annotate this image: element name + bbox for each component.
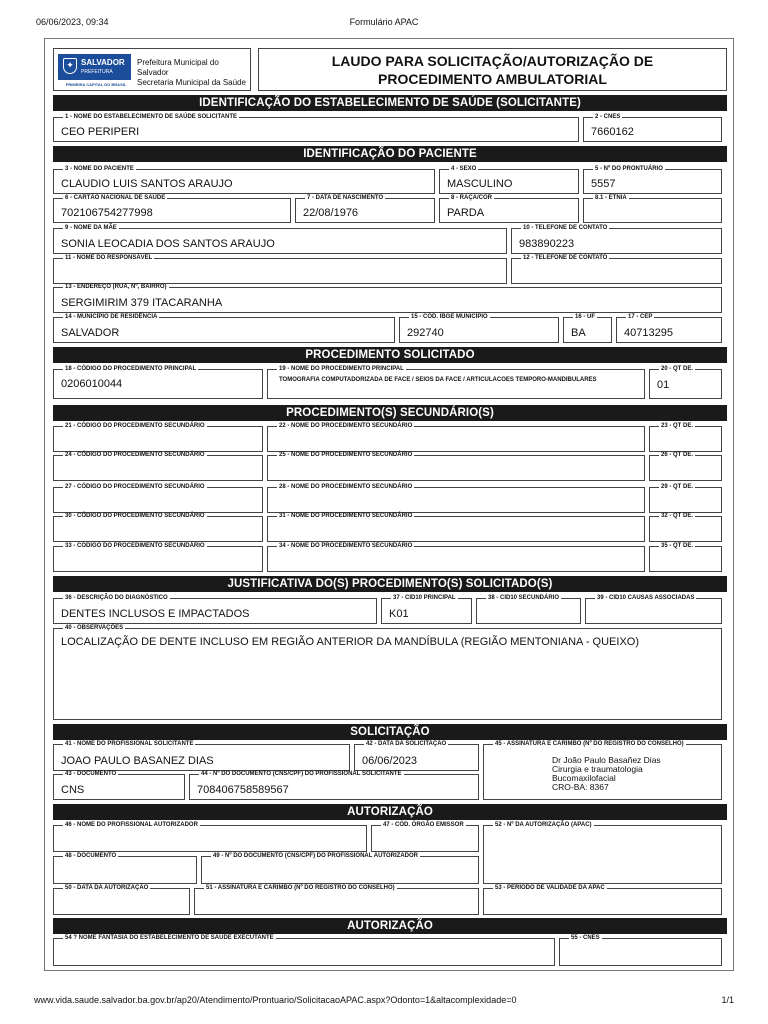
field-cns[interactable]: 6 - CARTÃO NACIONAL DE SAÚDE 702106754277998 (53, 195, 291, 223)
field-sec-qt[interactable]: 26 - QT DE. (649, 452, 722, 481)
field-mae[interactable]: 9 - NOME DA MÃE SONIA LEOCADIA DOS SANTOS ARAUJO (53, 225, 507, 254)
field-data-autorizacao[interactable]: 50 - DATA DA AUTORIZAÇÃO (53, 885, 190, 915)
org-line-1: Prefeitura Municipal do Salvador (137, 58, 219, 77)
section-procedimento: PROCEDIMENTO SOLICITADO (53, 347, 727, 363)
field-sec-nome[interactable]: 28 - NOME DO PROCEDIMENTO SECUNDÁRIO (267, 484, 645, 513)
org-line-2: Secretaria Municipal da Saúde (137, 78, 246, 87)
section-autorizacao-executante: AUTORIZAÇÃO (53, 918, 727, 934)
form-title-line-2: PROCEDIMENTO AMBULATORIAL (378, 71, 607, 87)
section-solicitacao: SOLICITAÇÃO (53, 724, 727, 740)
field-proc-codigo[interactable]: 18 - CÓDIGO DO PROCEDIMENTO PRINCIPAL 0206010044 (53, 366, 263, 399)
field-sec-codigo[interactable]: 24 - CÓDIGO DO PROCEDIMENTO SECUNDÁRIO (53, 452, 263, 481)
field-doc-autorizador[interactable]: 48 - DOCUMENTO (53, 853, 197, 884)
field-sexo[interactable]: 4 - SEXO MASCULINO (439, 166, 579, 194)
field-validade-apac[interactable]: 53 - PERÍODO DE VALIDADE DA APAC (483, 885, 722, 915)
salvador-logo (58, 54, 131, 80)
field-sec-codigo[interactable]: 33 - CÓDIGO DO PROCEDIMENTO SECUNDÁRIO (53, 543, 263, 572)
field-municipio[interactable]: 14 - MUNICÍPIO DE RESIDÊNCIA SALVADOR (53, 314, 395, 343)
logo-block (53, 48, 251, 91)
field-sec-nome[interactable]: 34 - NOME DO PROCEDIMENTO SECUNDÁRIO (267, 543, 645, 572)
field-num-doc-autorizador[interactable]: 49 - Nº DO DOCUMENTO (CNS/CPF) DO PROFISSIONAL AUTORIZADOR (201, 853, 479, 884)
form-title (258, 48, 727, 91)
field-documento[interactable]: 43 - DOCUMENTO CNS (53, 771, 185, 800)
cnes-value: 7660162 (591, 126, 634, 138)
field-estabelecimento-executante[interactable]: 54 ? NOME FANTASIA DO ESTABELECIMENTO DE SAÚDE EXECUTANTE (53, 935, 555, 966)
section-paciente: IDENTIFICAÇÃO DO PACIENTE (53, 146, 727, 162)
field-prof-autorizador[interactable]: 46 - NOME DO PROFISSIONAL AUTORIZADOR (53, 822, 367, 852)
field-cid-secundario[interactable]: 38 - CID10 SECUNDÁRIO (476, 595, 581, 624)
field-sec-codigo[interactable]: 30 - CÓDIGO DO PROCEDIMENTO SECUNDÁRIO (53, 513, 263, 542)
field-ibge[interactable]: 15 - CÓD. IBGE MUNICÍPIO 292740 (399, 314, 559, 343)
field-raca[interactable]: 8 - RAÇA/COR PARDA (439, 195, 579, 223)
print-header (0, 17, 768, 29)
field-proc-nome[interactable]: 19 - NOME DO PROCEDIMENTO PRINCIPAL (267, 366, 645, 399)
form-title-line-1: LAUDO PARA SOLICITAÇÃO/AUTORIZAÇÃO DE (331, 53, 654, 69)
field-observacoes[interactable]: 40 - OBSERVAÇÕES LOCALIZAÇÃO DE DENTE INCLUSO EM REGIÃO ANTERIOR DA MANDÍBULA (REGIÃO MENTONIANA - QUEIXO) (53, 625, 722, 720)
print-title: Formulário APAC (349, 17, 419, 27)
field-num-documento[interactable]: 44 - Nº DO DOCUMENTO (CNS/CPF) DO PROFISSIONAL SOLICITANTE 708406758589567 (189, 771, 479, 800)
field-sec-nome[interactable]: 22 - NOME DO PROCEDIMENTO SECUNDÁRIO (267, 423, 645, 452)
field-cnes[interactable]: 2 - CNES 7660162 (583, 114, 722, 142)
field-sec-qt[interactable]: 23 - QT DE. (649, 423, 722, 452)
field-assinatura-solicitante[interactable]: 45 - ASSINATURA E CARIMBO (Nº DO REGISTRO DO CONSELHO) (483, 741, 722, 800)
field-orgao-emissor[interactable]: 47 - CÓD. ÓRGÃO EMISSOR (371, 822, 479, 852)
field-prof-solicitante[interactable]: 41 - NOME DO PROFISSIONAL SOLICITANTE JOAO PAULO BASANEZ DIAS (53, 741, 350, 771)
field-cep[interactable]: 17 - CEP 40713295 (616, 314, 722, 343)
section-justificativa: JUSTIFICATIVA DO(S) PROCEDIMENTO(S) SOLICITADO(S) (53, 576, 727, 592)
logo-sub: PREFEITURA (81, 69, 113, 75)
section-autorizacao: AUTORIZAÇÃO (53, 804, 727, 820)
field-responsavel[interactable]: 11 - NOME DO RESPONSÁVEL (53, 255, 507, 284)
print-datetime: 06/06/2023, 09:34 (36, 17, 109, 27)
field-sec-nome[interactable]: 25 - NOME DO PROCEDIMENTO SECUNDÁRIO (267, 452, 645, 481)
field-sec-qt[interactable]: 29 - QT DE. (649, 484, 722, 513)
field-cid-principal[interactable]: 37 - CID10 PRINCIPAL K01 (381, 595, 472, 624)
field-nascimento[interactable]: 7 - DATA DE NASCIMENTO 22/08/1976 (295, 195, 435, 223)
print-url: www.vida.saude.salvador.ba.gov.br/ap20/Atendimento/Prontuario/SolicitacaoAPAC.aspx?Odonto=1&altacomplexidade=0 (34, 995, 517, 1005)
signature-stamp: Dr João Paulo Basañez Dias Cirurgia e traumatologia Bucomaxilofacial CRO-BA: 8367 (552, 755, 661, 792)
field-sec-qt[interactable]: 32 - QT DE. (649, 513, 722, 542)
proc-nome-value: TOMOGRAFIA COMPUTADORIZADA DE FACE / SEIOS DA FACE / ARTICULACOES TEMPORO-MANDIBULARES (279, 377, 597, 383)
field-cnes-executante[interactable]: 55 - CNES (559, 935, 722, 966)
field-telefone[interactable]: 10 - TELEFONE DE CONTATO 983890223 (511, 225, 722, 254)
print-page: 1/1 (721, 995, 734, 1005)
logo-tagline: PRIMEIRA CAPITAL DO BRASIL (65, 82, 127, 87)
field-estabelecimento[interactable]: 1 - NOME DO ESTABELECIMENTO DE SAÚDE SOLICITANTE CEO PERIPERI (53, 114, 579, 142)
field-uf[interactable]: 16 - UF BA (563, 314, 612, 343)
field-sec-codigo[interactable]: 27 - CÓDIGO DO PROCEDIMENTO SECUNDÁRIO (53, 484, 263, 513)
estabelecimento-value: CEO PERIPERI (61, 126, 140, 138)
field-prontuario[interactable]: 5 - Nº DO PRONTUÁRIO 5557 (583, 166, 722, 194)
field-paciente[interactable]: 3 - NOME DO PACIENTE CLAUDIO LUIS SANTOS ARAUJO (53, 166, 435, 194)
field-diagnostico[interactable]: 36 - DESCRIÇÃO DO DIAGNÓSTICO DENTES INCLUSOS E IMPACTADOS (53, 595, 377, 624)
field-proc-qt[interactable]: 20 - QT DE. 01 (649, 366, 722, 399)
field-cid-causas[interactable]: 39 - CID10 CAUSAS ASSOCIADAS (585, 595, 722, 624)
field-num-autorizacao[interactable]: 52 - Nº DA AUTORIZAÇÃO (APAC) (483, 822, 722, 884)
org-name (137, 58, 250, 88)
field-sec-nome[interactable]: 31 - NOME DO PROCEDIMENTO SECUNDÁRIO (267, 513, 645, 542)
field-telefone-responsavel[interactable]: 12 - TELEFONE DE CONTATO (511, 255, 722, 284)
coat-of-arms-icon: ✦ (63, 58, 77, 74)
section-estabelecimento: IDENTIFICAÇÃO DO ESTABELECIMENTO DE SAÚDE (SOLICITANTE) (53, 95, 727, 111)
field-data-solicitacao[interactable]: 42 - DATA DA SOLICITAÇÃO 06/06/2023 (354, 741, 479, 771)
section-secundarios: PROCEDIMENTO(S) SECUNDÁRIO(S) (53, 405, 727, 421)
field-etnia[interactable]: 8.1 - ETNIA (583, 195, 722, 223)
field-sec-qt[interactable]: 35 - QT DE. (649, 543, 722, 572)
field-assinatura-autorizador[interactable]: 51 - ASSINATURA E CARIMBO (Nº DO REGISTRO DO CONSELHO) (194, 885, 479, 915)
field-endereco[interactable]: 13 - ENDEREÇO (RUA, Nº, BAIRRO) SERGIMIRIM 379 ITACARANHA (53, 284, 722, 313)
field-sec-codigo[interactable]: 21 - CÓDIGO DO PROCEDIMENTO SECUNDÁRIO (53, 423, 263, 452)
logo-name: SALVADOR (81, 58, 125, 67)
